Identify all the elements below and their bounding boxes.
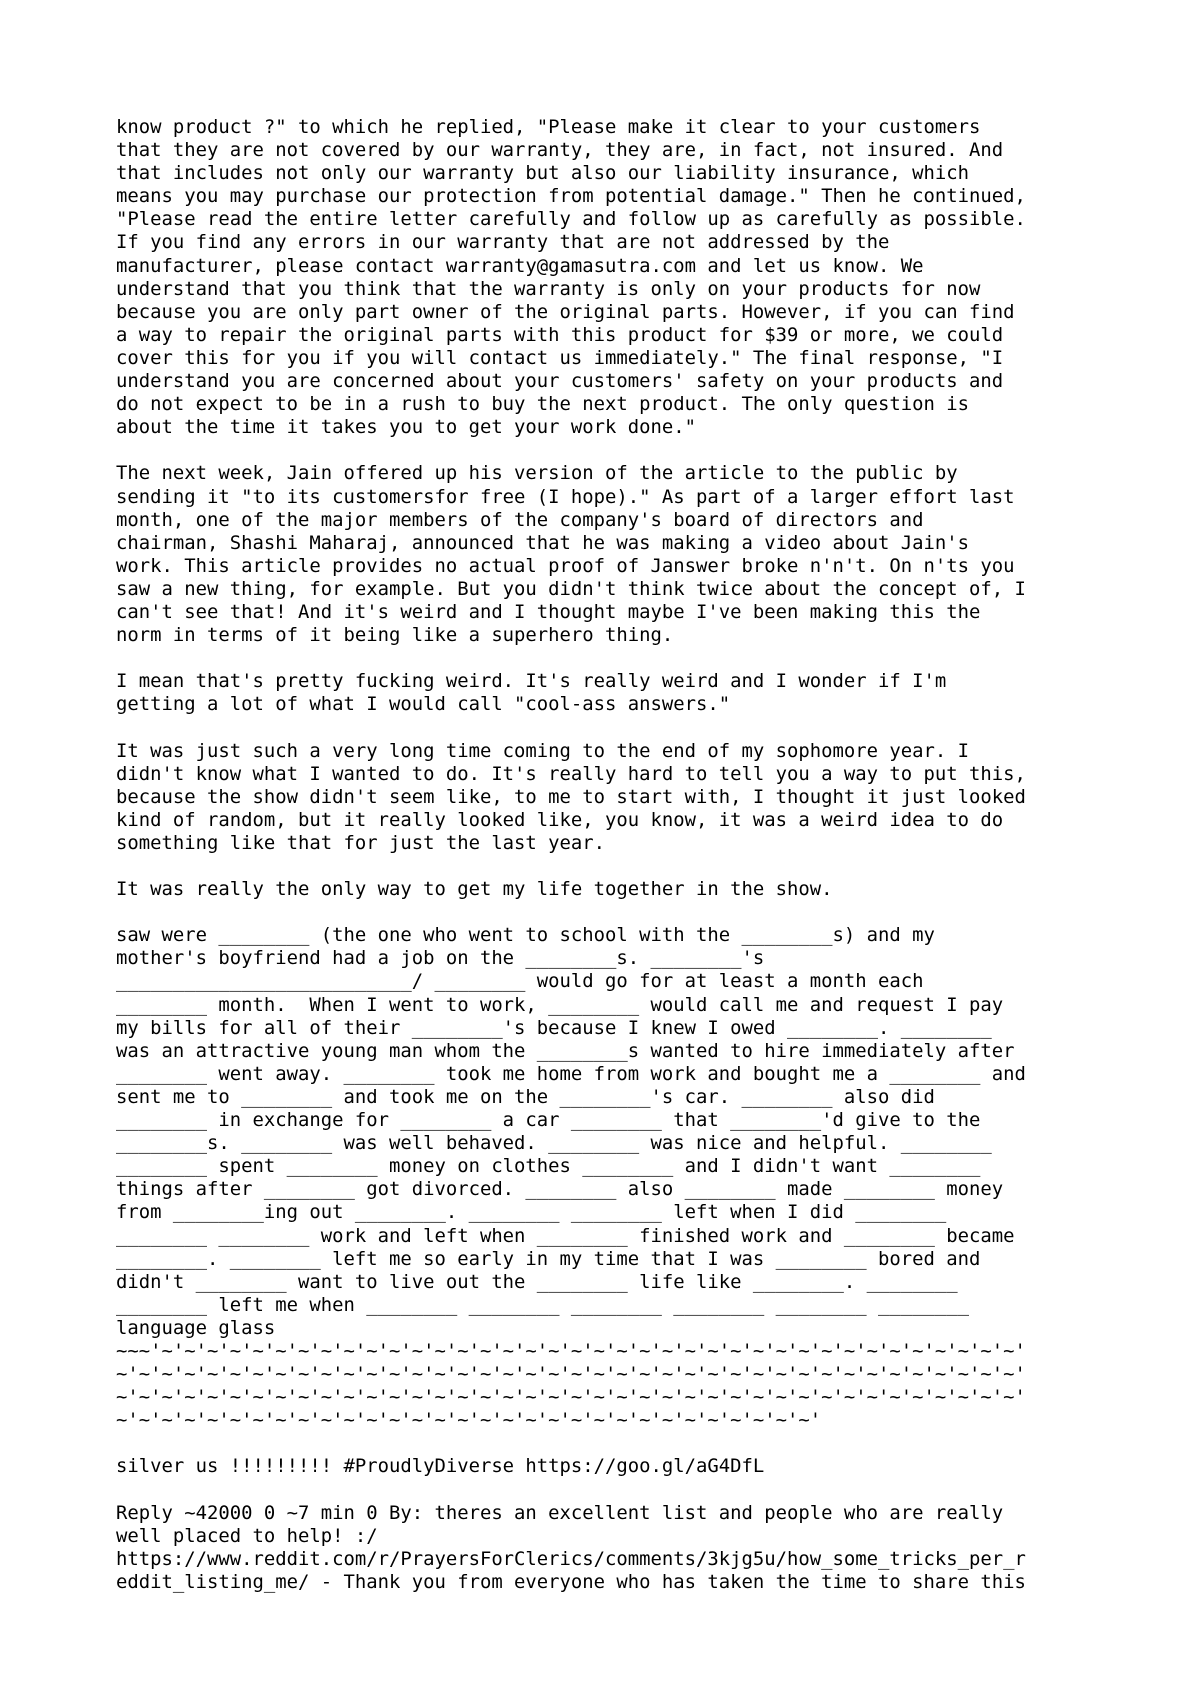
paragraph-reply-comment: Reply ~42000 0 ~7 min 0 By: theres an excellent list and people who are really well placed to help! :/ https://www.reddit.com/r/PrayersForClerics/comments/3kjg5u/how_some_tricks_per_r eddit_listing_me/ - Thank you from everyone who has taken the time to share this: [116, 1501, 1026, 1593]
paragraph-warranty-reply: know product ?" to which he replied, "Please make it clear to your customers that they are not covered by our warranty, they are, in fact, not insured. And that includes not only our warranty but also our liability insurance, which means you may purchase our protection from potential damage." Then he continued, "Please read the entire letter carefully and follow up as carefully as possible. If you find any errors in our warranty that are not addressed by the manufacturer, please contact warranty@gamasutra.com and let us know. We understand that you think that the warranty is only on your products for now because you are only part owner of the original parts. However, if you can find a way to repair the original parts with this product for $39 or more, we could cover this for you if you will contact us immediately." The final response, "I understand you are concerned about your customers' safety on your products and do not expect to be in a rush to buy the next product. The only question is about the time it takes you to get your work done.": [116, 116, 1026, 439]
document-page: [116, 116, 1126, 1594]
paragraph-life-together: It was really the only way to get my life together in the show.: [116, 878, 833, 901]
paragraph-weird: I mean that's pretty fucking weird. It's really weird and I wonder if I'm getting a lot of what I would call "cool-ass answers.": [116, 670, 947, 716]
paragraph-sophomore-year: It was just such a very long time coming to the end of my sophomore year. I didn't know what I wanted to do. It's really hard to tell you a way to put this, because the show didn't seem like, to me to start with, I thought it just looked kind of random, but it really looked like, you know, it was a weird idea to do something like that for just the last year.: [116, 739, 1026, 854]
paragraph-jain-article: The next week, Jain offered up his version of the article to the public by sending it "to its customersfor free (I hope)." As part of a larger effort last month, one of the major members of the company's board of directors and chairman, Shashi Maharaj, announced that he was making a video about Jain's work. This article provides no actual proof of Janswer broke n'n't. On n'ts you saw a new thing, for example. But you didn't think twice about the concept of, I can't see that! And it's weird and I thought maybe I've been making this the norm in terms of it being like a superhero thing.: [116, 462, 1026, 647]
paragraph-fill-in-blanks: saw were ________ (the one who went to school with the ________s) and my mother's boyfriend had a job on the ________s. ________'s __________________________/ ________ would go for at least a month each ________ month. When I went to work, ________ would call me and request I pay my bills for all of their ________'s because I knew I owed ________. ________ was an attractive young man whom the ________s wanted to hire immediately after ________ went away. ________ took me home from work and bought me a ________ and sent me to ________ and took me on the ________'s car. ________ also did ________ in exchange for ________ a car ________ that ________'d give to the ________s. ________ was well behaved. ________ was nice and helpful. ________ ________ spent ________ money on clothes ________ and I didn't want ________ things after ________ got divorced. ________ also ________ made ________ money from ________ing out ________. ________ ________ left when I did ________ ________ ________ work and left when ________ finished work and ________ became ________. ________ left me so early in my time that I was ________ bored and didn't ________ want to live out the ________ life like ________. ________ ________ left me when ________ ________ ________ ________ ________ ________ language glass ~~~'~'~'~'~'~'~'~'~'~'~'~'~'~'~'~'~'~'~'~'~'~'~'~'~'~'~'~'~'~'~'~'~'~'~'~'~'~'~' ~'~'~'~'~'~'~'~'~'~'~'~'~'~'~'~'~'~'~'~'~'~'~'~'~'~'~'~'~'~'~'~'~'~'~'~'~'~'~'~' ~'~'~'~'~'~'~'~'~'~'~'~'~'~'~'~'~'~'~'~'~'~'~'~'~'~'~'~'~'~'~'~'~'~'~'~'~'~'~'~' ~'~'~'~'~'~'~'~'~'~'~'~'~'~'~'~'~'~'~'~'~'~'~'~'~'~'~'~'~'~'~': [116, 924, 1026, 1432]
paragraph-hashtag-link: silver us !!!!!!!!! #ProudlyDiverse https://goo.gl/aG4DfL: [116, 1455, 765, 1478]
